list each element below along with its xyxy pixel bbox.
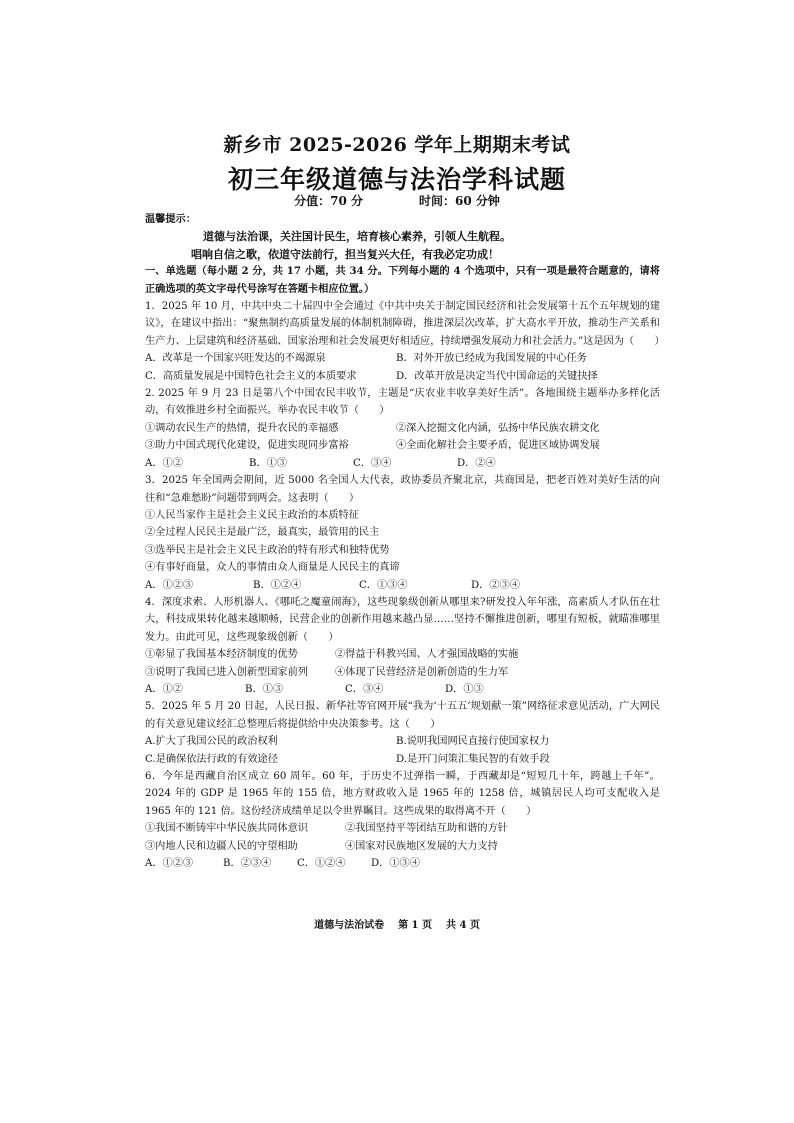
question-6-option-a[interactable]: A．①②③ [145,858,194,870]
question-3-option-a[interactable]: A．①②③ [145,579,194,591]
question-3-option-b[interactable]: B．①②④ [253,579,302,591]
time-value: 时间：60 分钟 [419,194,500,208]
question-2-items-row1 [145,420,660,437]
question-6-options [145,855,660,872]
question-6-items-row2 [145,838,660,855]
footer-page-number: 第 1 页 [398,920,432,931]
question-2-options [145,455,660,472]
question-2-option-b[interactable]: B．①③ [249,457,288,469]
question-4-option-b[interactable]: B．①③ [245,683,284,695]
tips-heading: 温馨提示： [145,213,196,225]
question-4-option-a[interactable]: A．①② [145,683,183,695]
question-2-item-2: ②深入挖掘文化内涵，弘扬中华民族农耕文化 [396,422,600,434]
tips-line-1: 道德与法治课，关注国计民生，培育核心素养，引领人生航程。 [203,230,511,244]
question-4-item-3: ③说明了我国已进入创新型国家前列 [145,666,308,678]
section1-instruction: 一、单选题（每小题 2 分，共 17 小题，共 34 分。下列每小题的 4 个选项中，只有一项是最符合题意的，请将正确选项的英文字母代号涂写在答题卡相应位置。） [145,265,660,295]
question-3-item-2: ②全过程人民民主是最广泛，最真实，最管用的民主 [145,527,380,539]
score-time-line [0,192,794,209]
question-4-stem: 4．深度求索、人形机器人、《哪吒之魔童闹海》，这些现象级创新从哪里来?研发投入年年涨，高素质人才队伍在壮大，科技成果转化越来越顺畅，民营企业的创新作用越来越凸显……坚持不懈推进创新，哪里有短板，就瞄准哪里发力。由此可见，这些现象级创新（ ） [145,596,660,643]
question-1-options-row1 [145,350,660,367]
question-2-item-1: ①调动农民生产的热情，提升农民的幸福感 [145,422,339,434]
question-3-option-c[interactable]: C．①③④ [359,579,408,591]
question-3-option-d[interactable]: D．②③④ [471,579,520,591]
question-2-items-row2 [145,437,660,454]
question-5-stem: 5．2025 年 5 月 20 日起，人民日报、新华社等官网开展“我为‘十五五’规划献一策”网络征求意见活动，广大网民的有关意见建议经汇总整理后将提供给中央决策参考。这（ ） [145,701,660,730]
question-6-item-2: ②我国坚持平等团结互助和谐的方针 [345,823,508,835]
question-5-option-a[interactable]: A.扩大了我国公民的政治权利 [145,736,278,748]
question-6-option-b[interactable]: B．②③④ [223,858,272,870]
question-4-items-row2 [145,664,660,681]
question-6-option-d[interactable]: D．①③④ [371,858,420,870]
question-5-option-d[interactable]: D.是开门问策汇集民智的有效手段 [396,753,550,765]
tips-line-2: 唱响自信之歌，依道守法前行，担当复兴大任，有我必定功成！ [191,247,499,261]
question-4-option-d[interactable]: D．①③ [445,683,484,695]
question-5-option-b[interactable]: B.说明我国网民直接行使国家权力 [396,736,550,748]
question-4-item-1: ①彰显了我国基本经济制度的优势 [145,649,298,661]
question-3-item-4: ④有事好商量，众人的事情由众人商量是人民民主的真谛 [145,562,400,574]
question-1-option-a[interactable]: A．改革是一个国家兴旺发达的不竭源泉 [145,353,326,365]
question-6-stem: 6．今年是西藏自治区成立 60 周年。60 年，于历史不过弹指一瞬，于西藏却是“短短几十年，跨越上千年”。2024 年的 GDP 是 1965 年的 155 倍，地方财政收入是 1965 年的 1258 倍，城镇居民人均可支配收入是 1965 年的 121 倍。这份经济成绩单足以令世界瞩目。这些成果的取得离不开（ ） [145,771,660,817]
exam-content [145,211,665,872]
question-3-item-1: ①人民当家作主是社会主义民主政治的本质特征 [145,509,359,521]
question-4-items-row1 [145,646,660,663]
question-1-option-d[interactable]: D．改革开放是决定当代中国命运的关键抉择 [396,370,598,382]
question-1-option-c[interactable]: C．高质量发展是中国特色社会主义的本质要求 [145,370,357,382]
question-3-stem: 3．2025 年全国两会期间，近 5000 名全国人大代表，政协委员齐聚北京，共商国是，把老百姓对美好生活的向往和“急难愁盼”问题带到两会。这表明（ ） [145,475,660,504]
question-4-item-2: ②得益于科教兴国、人才强国战略的实施 [335,649,519,661]
question-2-option-d[interactable]: D．②④ [457,457,496,469]
question-1-options-row2 [145,368,660,385]
page-footer [0,916,794,931]
question-2-option-c[interactable]: C．③④ [353,457,392,469]
question-1-stem: 1．2025 年 10 月，中共中央二十届四中全会通过《中共中央关于制定国民经济和社会发展第十五个五年规划的建议》，在建议中指出：“聚焦制约高质量发展的体制机制障碍，推进深层次改革，扩大高水平开放，推动生产关系和生产力、上层建筑和经济基础、国家治理和社会发展更好相适应，持续增强发展动力和社会活力。”这是因为（ ） [145,301,665,347]
question-2-item-4: ④全面化解社会主要矛盾，促进区域协调发展 [396,440,600,452]
exam-title: 新乡市 2025-2026 学年上期期末考试 [223,134,571,156]
exam-subject-title: 初三年级道德与法治学科试题 [227,165,566,194]
score-value: 分值：70 分 [294,194,363,208]
question-4-options [145,681,660,698]
question-5-options-row1 [145,733,660,750]
question-4-item-4: ④体现了民营经济是创新创造的生力军 [335,666,509,678]
question-3-item-3: ③选举民主是社会主义民主政治的特有形式和独特优势 [145,544,390,556]
question-4-option-c[interactable]: C．③④ [345,683,384,695]
question-2-item-3: ③助力中国式现代化建设，促进实现同步富裕 [145,440,349,452]
question-6-item-4: ④国家对民族地区发展的大力支持 [345,840,498,852]
question-6-option-c[interactable]: C．①②④ [297,858,346,870]
question-6-item-1: ①我国不断铸牢中华民族共同体意识 [145,823,308,835]
question-6-item-3: ③内地人民和边疆人民的守望相助 [145,840,298,852]
question-3-options [145,577,660,594]
question-5-option-c[interactable]: C.是确保依法行政的有效途径 [145,753,278,765]
question-6-items-row1 [145,820,660,837]
question-5-options-row2 [145,751,660,768]
question-2-option-a[interactable]: A．①② [145,457,183,469]
question-2-stem: 2. 2025 年 9 月 23 日是第八个中国农民丰收节，主题是“庆农业丰收享美好生活”。各地围绕主题举办多样化活动，有效推进乡村全面振兴。举办农民丰收节（ ） [145,388,660,417]
footer-total-pages: 共 4 页 [446,920,480,931]
question-1-option-b[interactable]: B．对外开放已经成为我国发展的中心任务 [396,353,587,365]
footer-subject: 道德与法治试卷 [314,920,385,931]
